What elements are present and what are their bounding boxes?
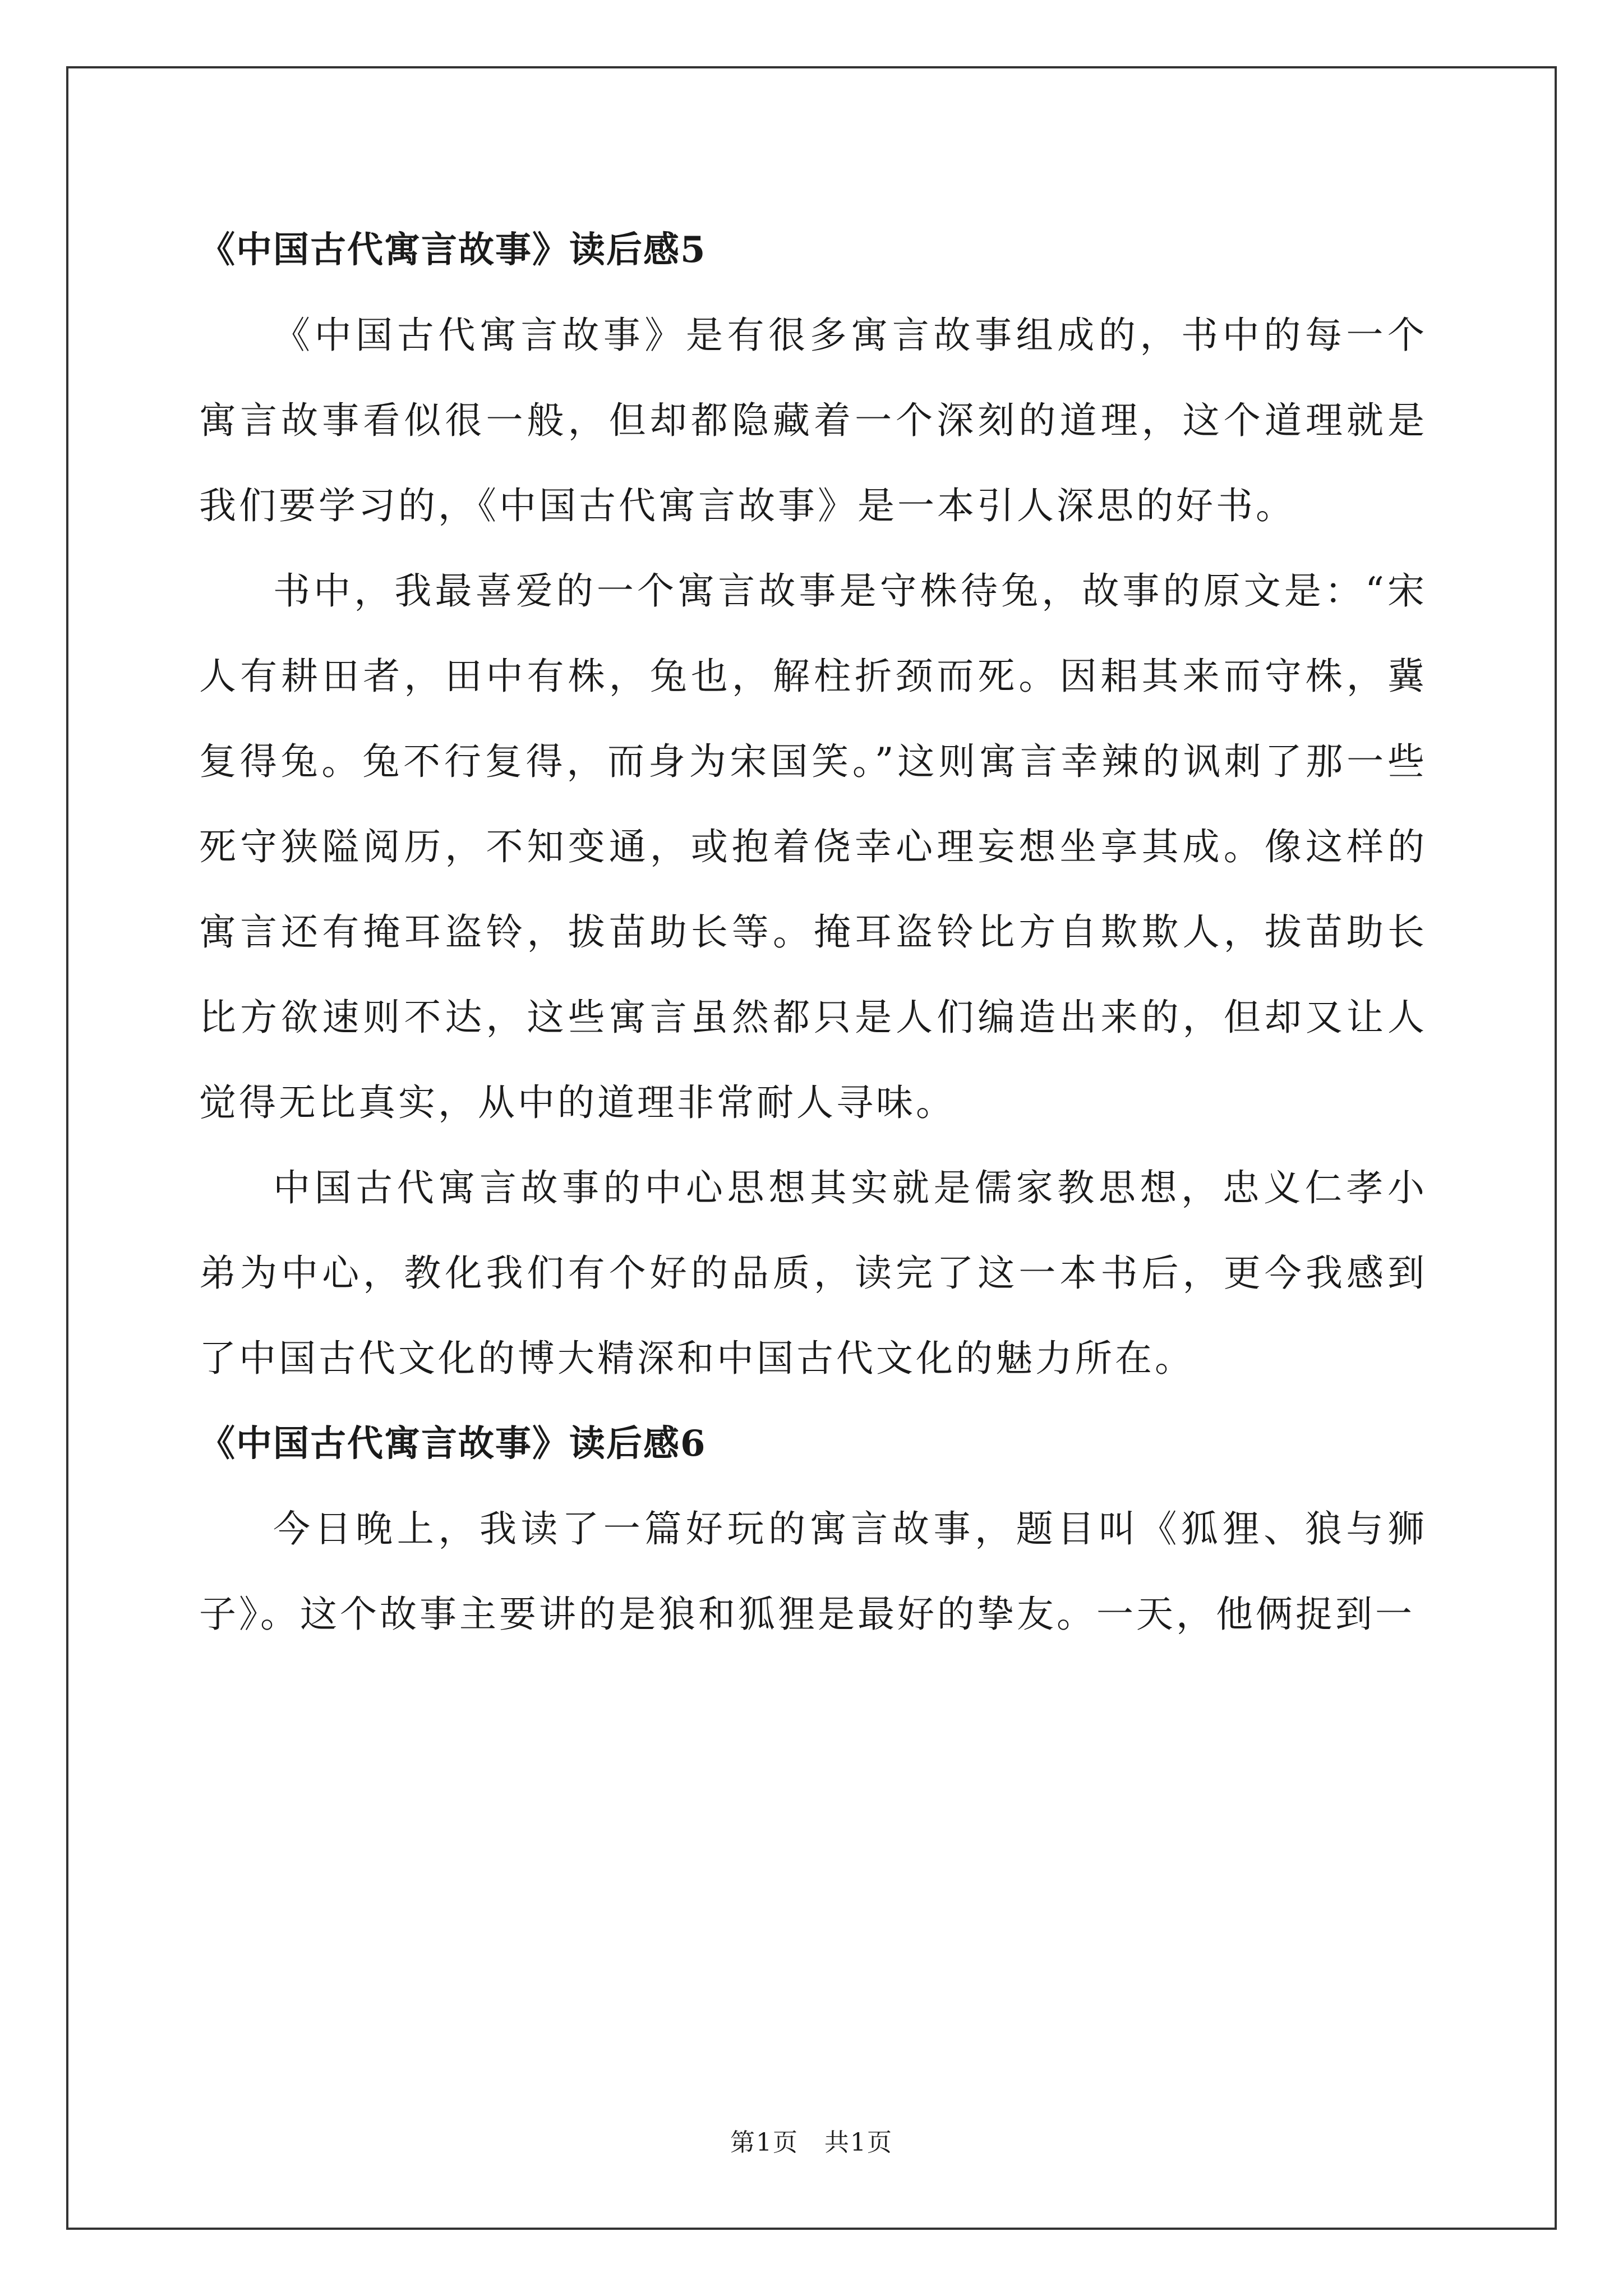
paragraph: 中国古代寓言故事的中心思想其实就是儒家教思想，忠义仁孝小弟为中心，教化我们有个好的品质，读完了这一本书后，更今我感到了中国古代文化的博大精深和中国古代文化的魅力所在。 xyxy=(199,1166,1427,1380)
section-title: 《中国古代寓言故事》读后感5 xyxy=(199,229,707,271)
paragraph: 今日晚上，我读了一篇好玩的寓言故事，题目叫《狐狸、狼与狮子》。这个故事主要讲的是狼和狐狸是最好的挚友。一天，他俩捉到一 xyxy=(199,1507,1427,1636)
paragraph: 《中国古代寓言故事》是有很多寓言故事组成的，书中的每一个寓言故事看似很一般，但却都隐藏着一个深刻的道理，这个道理就是我们要学习的，《中国古代寓言故事》是一本引人深思的好书。 xyxy=(199,314,1427,527)
paragraph: 书中，我最喜爱的一个寓言故事是守株待兔，故事的原文是：“宋人有耕田者，田中有株，兔也，解柱折颈而死。因耜其来而守株，冀复得兔。兔不行复得，而身为宋国笑。”这则寓言幸辣的讽刺了那一些死守狭隘阅历，不知变通，或抱着侥幸心理妄想坐享其成。像这样的寓言还有掩耳盗铃，拔苗助长等。掩耳盗铃比方自欺欺人，拔苗助长比方欲速则不达，这些寓言虽然都只是人们编造出来的，但却又让人觉得无比真实，从中的道理非常耐人寻味。 xyxy=(199,569,1427,1124)
section-title: 《中国古代寓言故事》读后感6 xyxy=(199,1423,707,1465)
document-body xyxy=(199,208,1427,1657)
page-footer: 第1页 共1页 xyxy=(730,2128,893,2157)
